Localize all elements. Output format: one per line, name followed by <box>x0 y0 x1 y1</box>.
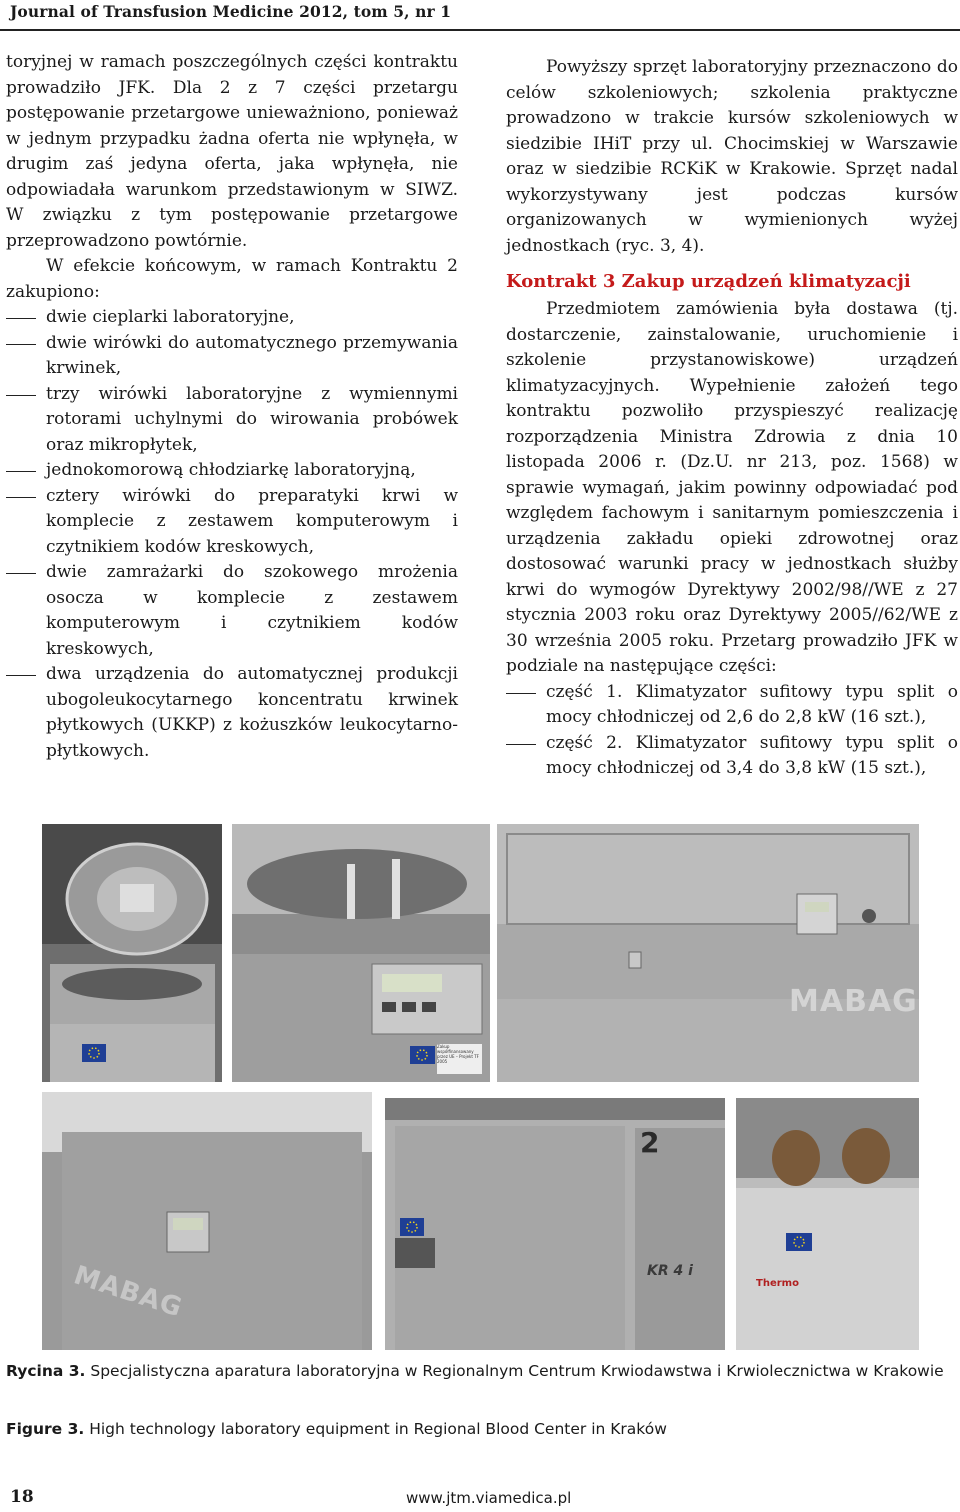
list-item: trzy wirówki laboratoryjne z wymiennymi rotorami uchylnymi do wirowania probówek oraz mikropłytek, <box>6 382 458 459</box>
list-item: dwie cieplarki laboratoryjne, <box>6 305 458 331</box>
journal-url[interactable]: www.jtm.viamedica.pl <box>406 1489 572 1507</box>
list-item: dwa urządzenia do automatycznej produkcji ubogoleukocytarnego koncentratu krwinek płytkowych (UKKP) z kożuszków leukocytarno-płytkowych. <box>6 662 458 764</box>
caption-text: Specjalistyczna aparatura laboratoryjna w Regionalnym Centrum Krwiodawstwa i Krwiolecznictwa w Krakowie <box>90 1362 944 1380</box>
header-rule <box>0 29 960 31</box>
photo-centrifuge-open-lid <box>42 824 222 1082</box>
unit-number-label: 2 <box>640 1126 660 1159</box>
running-title: Journal of Transfusion Medicine 2012, tom 5, nr 1 <box>10 2 452 21</box>
list-item: część 2. Klimatyzator sufitowy typu split o mocy chłodniczej od 3,4 do 3,8 kW (15 szt.), <box>506 731 958 782</box>
list-item: jednokomorową chłodziarkę laboratoryjną, <box>6 458 458 484</box>
section-heading: Kontrakt 3 Zakup urządzeń klimatyzacji <box>506 271 911 292</box>
right-paragraph-1: Powyższy sprzęt laboratoryjny przeznaczono do celów szkoleniowych; szkolenia praktyczne prowadzono w trakcie kursów szkoleniowych w siedzibie IHiT przy ul. Chocimskiej w Warszawie oraz w siedzibie RCKiK w Krakowie. Sprzęt nadal wykorzystywany jest podczas kursów organizowanych w wymienionych wyżej jednostkach (ryc. 3, 4). <box>506 57 958 256</box>
caption-label: Figure 3. <box>6 1420 85 1438</box>
mabag-logo-text: MABAG <box>789 984 918 1019</box>
caption-text: High technology laboratory equipment in Regional Blood Center in Kraków <box>89 1420 667 1438</box>
tender-parts-list <box>506 680 958 782</box>
photo-centrifuge-kr4i <box>385 1098 725 1350</box>
mabag-logo-text: MABAG <box>70 1260 187 1324</box>
thermo-logo-text: Thermo <box>756 1278 799 1289</box>
photo-mabag-freezer <box>42 1092 372 1350</box>
kr4i-label: KR 4 i <box>647 1263 693 1279</box>
right-paragraph-2: Przedmiotem zamówienia była dostawa (tj. dostarczenie, zainstalowanie, uruchomienie i szkolenie przystanowiskowe) urządzeń klimatyzacyjnych. Wypełnienie założeń tego kontraktu pozwoliło przyspieszyć realizację rozporządzenia Ministra Zdrowia z dnia 10 listopada 2006 r. (Dz.U. nr 213, poz. 1568) w sprawie wymagań, jakim powinny odpowiadać pod względem fachowym i sanitarnym pomieszczenia i urządzenia zakładu opieki zdrowotnej oraz dostosować warunki pracy w jednostkach służby krwi do wymogów Dyrektywy 2002/98//WE z 27 stycznia 2003 roku oraz Dyrektywy 2005//62/WE z 30 września 2005 roku. Przetarg prowadziło JFK w podziale na następujące części: <box>506 299 958 676</box>
list-item: część 1. Klimatyzator sufitowy typu split o mocy chłodniczej od 2,6 do 2,8 kW (16 szt.), <box>506 680 958 731</box>
list-item: dwie zamrażarki do szokowego mrożenia osocza w komplecie z zestawem komputerowym i czytnikiem kodów kreskowych, <box>6 560 458 662</box>
list-item: cztery wirówki do preparatyki krwi w komplecie z zestawem komputerowym i czytnikiem kodów kreskowych, <box>6 484 458 561</box>
eu-sticker-text: Zakup współfinansowany przez UE – Projekt TF 2005 <box>437 1044 479 1064</box>
photo-thermo-centrifuge <box>736 1098 919 1350</box>
page-number: 18 <box>10 1487 34 1507</box>
figure-caption-en <box>6 1418 958 1440</box>
right-column <box>506 55 958 782</box>
caption-label: Rycina 3. <box>6 1362 86 1380</box>
equipment-list <box>6 305 458 764</box>
figure-caption-pl <box>6 1360 958 1382</box>
left-column <box>6 50 458 764</box>
photo-centrifuge-control-panel <box>232 824 490 1082</box>
photo-mabag-unit <box>497 824 919 1082</box>
left-paragraph-2: W efekcie końcowym, w ramach Kontraktu 2 zakupiono: <box>6 256 458 302</box>
list-item: dwie wirówki do automatycznego przemywania krwinek, <box>6 331 458 382</box>
left-paragraph-1: toryjnej w ramach poszczególnych części kontraktu prowadziło JFK. Dla 2 z 7 części przetargu postępowanie przetargowe unieważniono, ponieważ w jednym przypadku żadna oferta nie wpłynęła, w drugim zaś jedyna oferta, jaka wpłynęła, nie odpowiadała warunkom przedstawionym w SIWZ. W związku z tym postępowanie przetargowe przeprowadzono powtórnie. <box>6 52 458 251</box>
